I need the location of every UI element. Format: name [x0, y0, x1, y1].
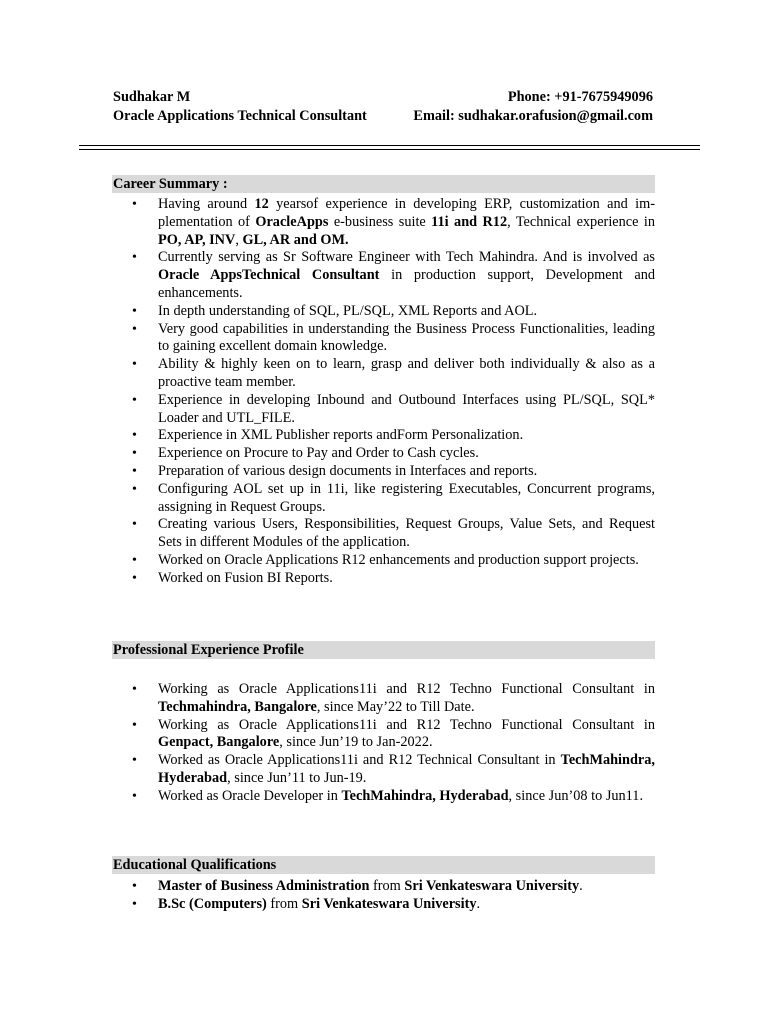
section-heading-experience: Professional Experience Profile — [112, 641, 655, 659]
item-text: in production support, Development and enhancements. — [158, 267, 656, 301]
item-text: Worked as Oracle Applications11i and R12 Technical Consultant in — [158, 752, 561, 769]
item-text: Preparation of various design documents in Interfaces and reports. — [158, 462, 538, 479]
experience-list — [130, 681, 655, 806]
emphasis-text: OracleApps — [255, 213, 329, 230]
item-text: , since May’22 to Till Date. — [316, 698, 475, 715]
bullet-icon: • — [132, 303, 137, 319]
item-text: Creating various Users, Responsibilities, Request Groups, Value Sets, and Request Sets in different Modules of the application. — [158, 516, 655, 551]
emphasis-text: TechMahindra, Hyderabad — [341, 787, 509, 804]
item-text: e-business suite — [328, 213, 432, 230]
item-text: Currently serving as Sr Software Engineer with Tech Mahindra. And is involved as — [158, 249, 655, 266]
bullet-icon: • — [132, 788, 137, 804]
section-heading-career-summary: Career Summary : — [112, 175, 655, 193]
item-text: Experience in XML Publisher reports andForm Personalization. — [158, 427, 524, 444]
emphasis-text: 11i and R12 — [431, 213, 508, 230]
item-text: , since Jun’19 to Jan-2022. — [279, 734, 433, 751]
bullet-icon: • — [132, 250, 137, 266]
list-item — [130, 321, 655, 357]
section-heading-education: Educational Qualifications — [112, 856, 655, 874]
list-item — [130, 516, 655, 552]
list-item — [130, 878, 655, 896]
list-item — [130, 196, 655, 249]
list-item — [130, 249, 655, 302]
item-text: Working as Oracle Applications11i and R12 Techno Functional Consultant in — [158, 681, 655, 697]
emphasis-text: Techmahindra, Bangalore — [158, 698, 317, 715]
item-text: yearsof experience in developing ERP, customization and implementation of — [158, 196, 656, 230]
item-text: Very good capabilities in understanding the Business Process Functionalities, leading to gaining excellent domain knowledge. — [158, 320, 655, 355]
bullet-icon: • — [132, 357, 137, 373]
email-address: Email: sudhakar.orafusion@gmail.com — [413, 108, 653, 124]
list-item — [130, 788, 655, 806]
bullet-icon: • — [132, 428, 137, 444]
item-text: Working as Oracle Applications11i and R12 Techno Functional Consultant in — [158, 716, 655, 733]
bullet-icon: • — [132, 481, 137, 497]
emphasis-text: Sri Venkateswara University — [301, 895, 477, 912]
list-item — [130, 752, 655, 788]
bullet-icon: • — [132, 446, 137, 462]
job-title: Oracle Applications Technical Consultant — [113, 108, 367, 124]
emphasis-text: Master of Business Administration — [158, 878, 370, 894]
list-item — [130, 392, 655, 428]
list-item — [130, 896, 655, 914]
item-text: , since Jun’11 to Jun-19. — [227, 769, 367, 786]
item-text: In depth understanding of SQL, PL/SQL, XML Reports and AOL. — [158, 302, 538, 319]
item-text: Worked on Oracle Applications R12 enhancements and production support projects. — [158, 551, 639, 568]
list-item — [130, 427, 655, 445]
list-item — [130, 570, 655, 588]
list-item — [130, 463, 655, 481]
emphasis-text: PO, AP, INV — [158, 231, 236, 248]
bullet-icon: • — [132, 197, 137, 212]
bullet-icon: • — [132, 463, 137, 479]
list-item — [130, 445, 655, 463]
header-divider-top — [79, 145, 700, 146]
item-text: . — [476, 895, 481, 912]
list-item — [130, 717, 655, 753]
item-text: Configuring AOL set up in 11i, like registering Executables, Concurrent programs, assigning in Request Groups. — [158, 480, 655, 515]
emphasis-text: 12 — [254, 196, 269, 212]
item-text: Experience in developing Inbound and Outbound Interfaces using PL/SQL, SQL* Loader and UTL_FILE. — [158, 391, 655, 426]
emphasis-text: Genpact, Bangalore — [158, 734, 280, 751]
item-text: Ability & highly keen on to learn, grasp and deliver both individually & also as a proactive team member. — [158, 356, 655, 390]
item-text: from — [266, 895, 302, 912]
bullet-icon: • — [132, 570, 137, 586]
career-summary-list — [130, 196, 655, 588]
item-text: , since Jun’08 to Jun11. — [508, 787, 644, 804]
education-list — [130, 878, 655, 914]
item-text: , — [235, 231, 243, 248]
bullet-icon: • — [132, 753, 137, 769]
bullet-icon: • — [132, 321, 137, 337]
phone-number: Phone: +91-7675949096 — [507, 89, 653, 105]
bullet-icon: • — [132, 552, 137, 568]
item-text: . — [579, 878, 583, 894]
list-item — [130, 681, 655, 717]
list-item — [130, 356, 655, 392]
emphasis-text: Oracle AppsTechnical Consultant — [158, 267, 380, 284]
item-text: from — [369, 878, 405, 894]
item-text: Having around — [158, 196, 255, 212]
candidate-name: Sudhakar M — [113, 89, 191, 105]
emphasis-text: GL, AR and OM. — [242, 231, 349, 248]
bullet-icon: • — [132, 517, 137, 533]
header-divider-bottom — [79, 149, 700, 150]
item-text: Worked on Fusion BI Reports. — [158, 569, 333, 586]
emphasis-text: B.Sc (Computers) — [158, 895, 267, 912]
list-item — [130, 481, 655, 517]
list-item — [130, 303, 655, 321]
emphasis-text: TechMahindra, Hyderabad — [158, 752, 655, 786]
emphasis-text: Sri Venkateswara University — [404, 878, 580, 894]
bullet-icon: • — [132, 682, 137, 697]
bullet-icon: • — [132, 879, 137, 894]
bullet-icon: • — [132, 392, 137, 408]
item-text: Worked as Oracle Developer in — [158, 787, 342, 804]
bullet-icon: • — [132, 717, 137, 733]
item-text: , Technical experience in — [507, 213, 655, 230]
item-text: Experience on Procure to Pay and Order to Cash cycles. — [158, 445, 479, 462]
list-item — [130, 552, 655, 570]
bullet-icon: • — [132, 896, 137, 912]
